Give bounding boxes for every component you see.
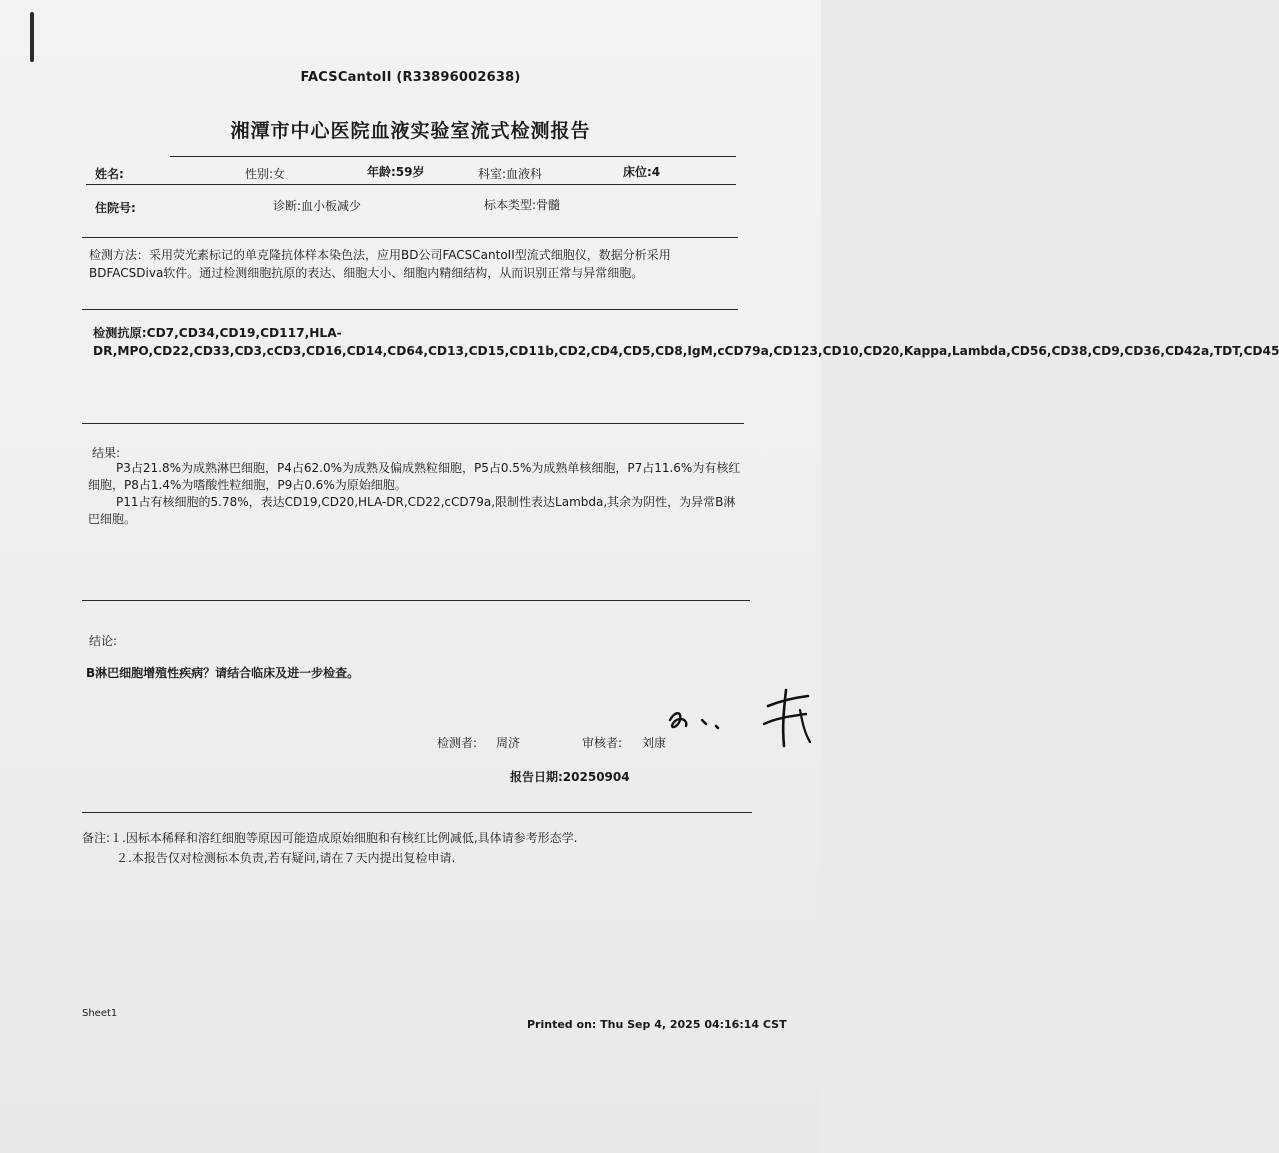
results-paragraph-2: P11占有核细胞的5.78%，表达CD19,CD20,HLA-DR,CD22,cCD79a,限制性表达Lambda,其余为阴性，为异常B淋巴细胞。 <box>88 495 736 526</box>
patient-mid-rule <box>86 184 736 185</box>
results-label: 结果: <box>92 446 121 460</box>
detected-antigens: 检测抗原:CD7,CD34,CD19,CD117,HLA-DR,MPO,CD22,CD33,CD3,cCD3,CD16,CD14,CD64,CD13,CD15,CD11b,CD2,CD4,CD5,CD8,IgM,cCD79a,CD123,CD10,CD20,Kappa,Lambda,CD56,CD38,CD9,CD36,CD42a,TDT,CD45 <box>93 326 1279 358</box>
sheet-label: Sheet1 <box>82 1008 118 1019</box>
printed-timestamp: Printed on: Thu Sep 4, 2025 04:16:14 CST <box>527 1018 787 1031</box>
note-line-2: ２.本报告仅对检测标本负责,若有疑问,请在７天内提出复检申请. <box>116 851 456 865</box>
conclusion-label: 结论: <box>89 634 118 648</box>
admission-number-label: 住院号: <box>95 201 136 215</box>
scan-edge-mark <box>30 12 34 62</box>
patient-department: 科室:血液科 <box>478 167 543 181</box>
notes <box>82 828 722 868</box>
patient-bed: 床位:4 <box>623 165 661 179</box>
patient-name-label: 姓名: <box>95 167 124 181</box>
patient-top-rule <box>170 156 736 157</box>
reviewer-name: 刘康 <box>642 736 667 750</box>
notes-top-rule <box>82 812 752 813</box>
note-line-1: 备注:１.因标本稀释和溶红细胞等原因可能造成原始细胞和有核红比例减低,具体请参考形态学. <box>82 831 578 845</box>
results-top-rule <box>82 423 744 424</box>
results-paragraph-1: P3占21.8%为成熟淋巴细胞，P4占62.0%为成熟及偏成熟粒细胞，P5占0.5%为成熟单核细胞，P7占11.6%为有核红细胞，P8占1.4%为嗜酸性粒细胞，P9占0.6%为原始细胞。 <box>88 461 741 492</box>
results-text <box>88 460 743 528</box>
reviewer-label: 审核者: <box>582 736 623 750</box>
detection-method: 检测方法：采用荧光素标记的单克隆抗体样本染色法，应用BD公司FACSCantoII型流式细胞仪，数据分析采用BDFACSDiva软件。通过检测细胞抗原的表达、细胞大小、细胞内精细结构，从而识别正常与异常细胞。 <box>89 248 671 280</box>
handwritten-signature <box>660 680 820 760</box>
patient-age: 年龄:59岁 <box>367 165 425 179</box>
patient-gender: 性别:女 <box>245 167 286 181</box>
tester-label: 检测者: <box>437 736 478 750</box>
diagnosis: 诊断:血小板减少 <box>273 199 362 213</box>
conclusion-top-rule <box>82 600 750 601</box>
method-top-rule <box>82 237 738 238</box>
tester-name: 周济 <box>496 736 521 750</box>
device-header: FACSCantoII (R33896002638) <box>300 70 521 85</box>
conclusion-text: B淋巴细胞增殖性疾病？请结合临床及进一步检查。 <box>86 666 360 680</box>
specimen-type: 标本类型:骨髓 <box>484 198 561 212</box>
antigens-top-rule <box>82 309 738 310</box>
report-date: 报告日期:20250904 <box>510 770 630 784</box>
report-title: 湘潭市中心医院血液实验室流式检测报告 <box>230 120 591 142</box>
